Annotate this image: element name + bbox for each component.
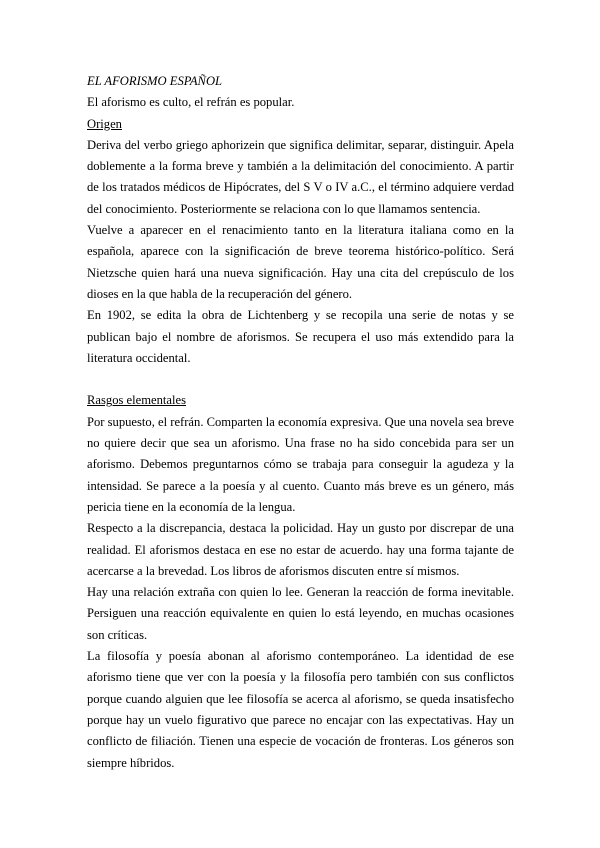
- paragraph: Vuelve a aparecer en el renacimiento tanto en la literatura italiana como en la española, aparece con la significación de breve teorema histórico-político. Será Nietzsche quien hará una nueva significación. Hay una cita del crepúsculo de los dioses en la que habla de la recuperación del género.: [87, 223, 514, 301]
- document-title: EL AFORISMO ESPAÑOL: [87, 74, 223, 88]
- paragraph: Respecto a la discrepancia, destaca la policidad. Hay un gusto por discrepar de una realidad. El aforismos destaca en ese no estar de acuerdo. hay una forma tajante de acercarse a la brevedad. Los libros de aforismos discuten entre sí mismos.: [87, 521, 514, 578]
- document-page: [87, 71, 514, 774]
- section-heading-rasgos: Rasgos elementales: [87, 393, 186, 408]
- section-heading-origen: Origen: [87, 116, 122, 131]
- intro-line: El aforismo es culto, el refrán es popular.: [87, 95, 295, 110]
- section-spacer: [87, 369, 514, 390]
- paragraph: Deriva del verbo griego aphorizein que significa delimitar, separar, distinguir. Apela doblemente a la forma breve y también a la delimitación del conocimiento. A partir de los tratados médicos de Hipócrates, del S V o IV a.C., el término adquiere verdad del conocimiento. Posteriormente se relaciona con lo que llamamos sentencia.: [87, 137, 514, 216]
- paragraph: Por supuesto, el refrán. Comparten la economía expresiva. Que una novela sea breve no quiere decir que sea un aforismo. Una frase no ha sido concebida para ser un aforismo. Debemos preguntarnos cómo se trabaja para conseguir la agudeza y la intensidad. Se parece a la poesía y al cuento. Cuanto más breve es un género, más pericia tiene en la economía de la lengua.: [87, 414, 514, 514]
- paragraph: Hay una relación extraña con quien lo lee. Generan la reacción de forma inevitable. Persiguen una reacción equivalente en quien lo está leyendo, en muchas ocasiones son críticas.: [87, 585, 514, 642]
- paragraph: En 1902, se edita la obra de Lichtenberg y se recopila una serie de notas y se publican bajo el nombre de aforismos. Se recupera el uso más extendido para la literatura occidental.: [87, 308, 514, 365]
- paragraph: La filosofía y poesía abonan al aforismo contemporáneo. La identidad de ese aforismo tiene que ver con la poesía y la filosofía pero también con sus conflictos porque cuando alguien que lee filosofía se acerca al aforismo, se queda insatisfecho porque hay un vuelo figurativo que parece no encajar con las expectativas. Hay un conflicto de filiación. Tienen una especie de vocación de fronteras. Los géneros son siempre híbridos.: [87, 649, 514, 770]
